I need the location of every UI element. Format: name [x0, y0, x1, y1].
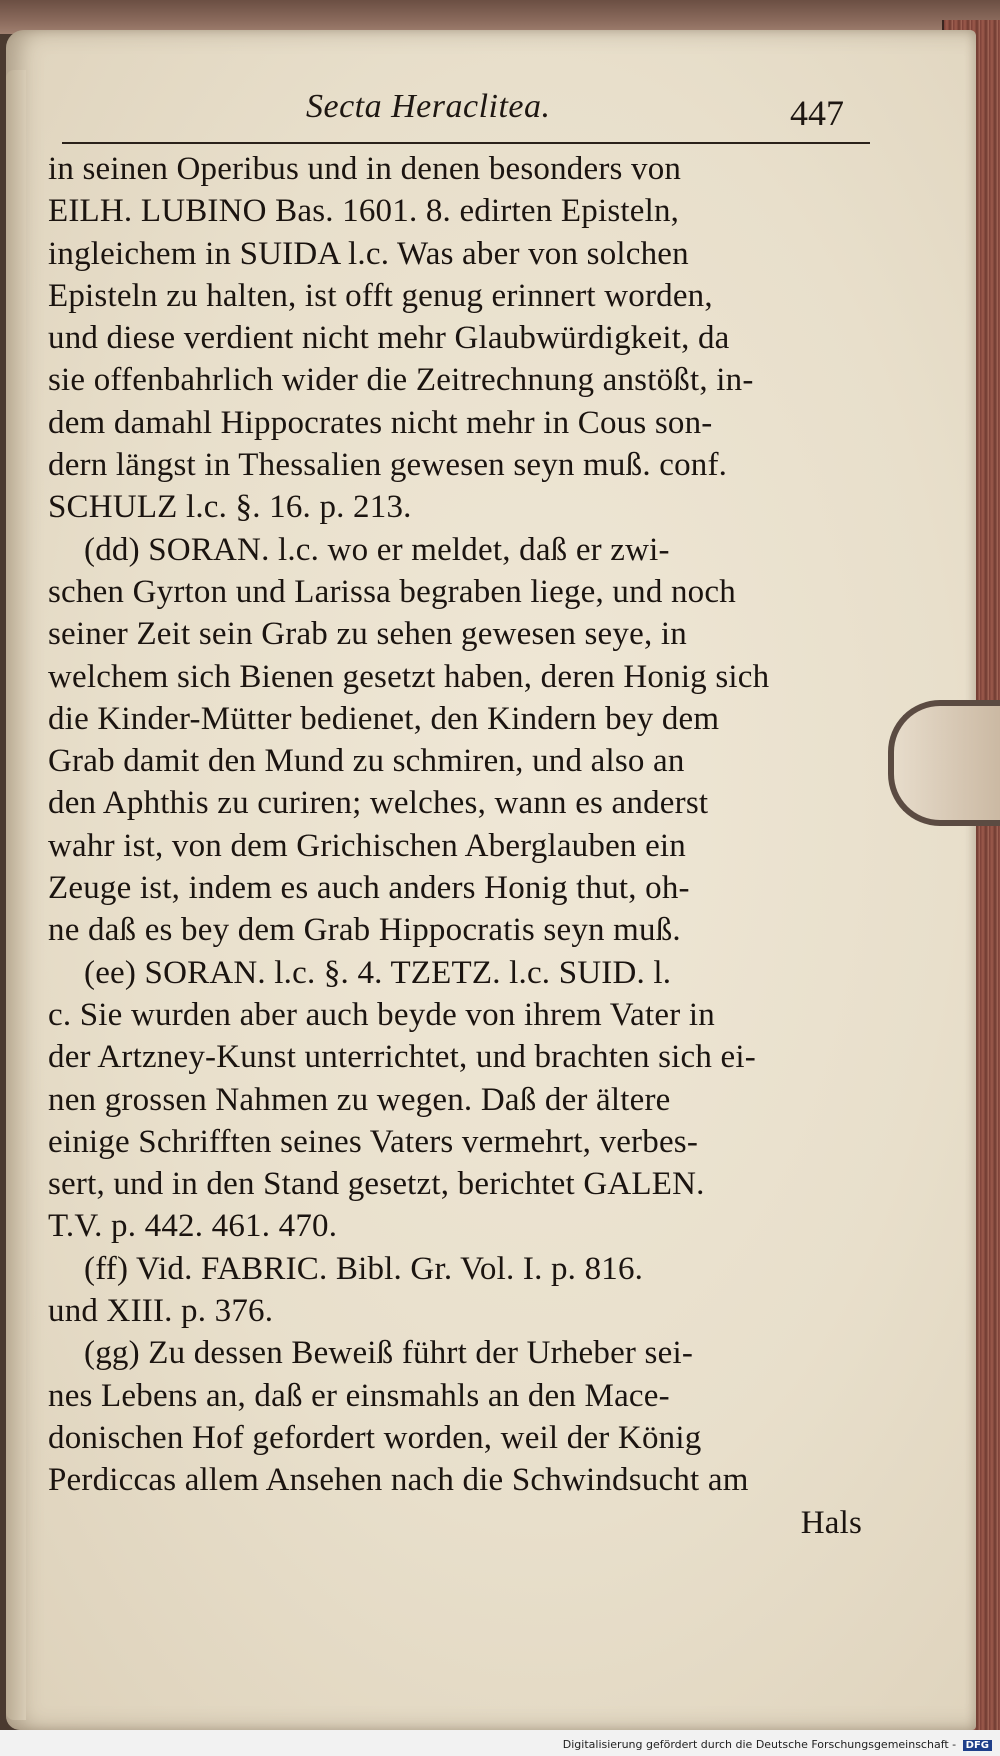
text-line: EILH. LUBINO Bas. 1601. 8. edirten Episteln, [48, 193, 680, 230]
footnote-text-block [48, 148, 868, 1544]
text-line: sert, und in den Stand gesetzt, berichtet GALEN. [48, 1166, 705, 1203]
text-line: T.V. p. 442. 461. 470. [48, 1208, 338, 1245]
text-line: schen Gyrton und Larissa begraben liege, und noch [48, 573, 736, 610]
text-line: Zeuge ist, indem es auch anders Honig thut, oh- [48, 870, 690, 907]
text-line: (gg) Zu dessen Beweiß führt der Urheber sei- [84, 1335, 694, 1372]
page-number: 447 [790, 93, 844, 133]
text-line: donischen Hof gefordert worden, weil der König [48, 1419, 702, 1456]
digitization-credit [563, 1738, 992, 1751]
text-line: nes Lebens an, daß er einsmahls an den Mace- [48, 1377, 670, 1414]
text-line: die Kinder-Mütter bedienet, den Kindern bey dem [48, 700, 720, 737]
catchword: Hals [800, 1504, 862, 1541]
page-header [60, 82, 860, 142]
text-line: wahr ist, von dem Grichischen Aberglauben ein [48, 827, 686, 864]
text-line: (ee) SORAN. l.c. §. 4. TZETZ. l.c. SUID. l. [84, 954, 672, 991]
text-line: SCHULZ l.c. §. 16. p. 213. [48, 489, 412, 526]
text-line: (ff) Vid. FABRIC. Bibl. Gr. Vol. I. p. 816. [84, 1250, 644, 1287]
text-line: seiner Zeit sein Grab zu sehen gewesen seye, in [48, 616, 687, 653]
text-line: und XIII. p. 376. [48, 1293, 274, 1330]
running-title: Secta Heraclitea. [306, 88, 551, 125]
text-line: ne daß es bey dem Grab Hippocratis seyn muß. [48, 912, 681, 949]
text-line: Episteln zu halten, ist offt genug erinnert worden, [48, 277, 713, 314]
text-line: und diese verdient nicht mehr Glaubwürdigkeit, da [48, 320, 730, 357]
page-gutter-curl [6, 70, 26, 1720]
scan-footer-bar [0, 1730, 1000, 1756]
book-top-edge [0, 0, 1000, 34]
header-rule [62, 142, 870, 144]
text-line: dem damahl Hippocrates nicht mehr in Cous son- [48, 404, 713, 441]
text-line: c. Sie wurden aber auch beyde von ihrem Vater in [48, 996, 715, 1033]
text-line: Grab damit den Mund zu schmiren, und also an [48, 743, 685, 780]
text-line: den Aphthis zu curiren; welches, wann es anderst [48, 785, 709, 822]
text-line: dern längst in Thessalien gewesen seyn muß. conf. [48, 447, 728, 484]
text-line: sie offenbahrlich wider die Zeitrechnung anstößt, in- [48, 362, 754, 399]
text-line: der Artzney-Kunst unterrichtet, und brachten sich ei- [48, 1039, 756, 1076]
page-tab-marker [888, 700, 1000, 826]
text-line: welchem sich Bienen gesetzt haben, deren Honig sich [48, 658, 770, 695]
text-line: ingleichem in SUIDA l.c. Was aber von solchen [48, 235, 689, 272]
text-line: einige Schrifften seines Vaters vermehrt, verbes- [48, 1123, 699, 1160]
text-line: in seinen Operibus und in denen besonders von [48, 151, 682, 187]
text-line: Perdiccas allem Ansehen nach die Schwindsucht am [48, 1462, 749, 1499]
dfg-logo: DFG [963, 1740, 992, 1751]
text-line: nen grossen Nahmen zu wegen. Daß der ältere [48, 1081, 671, 1118]
credit-text: Digitalisierung gefördert durch die Deutsche Forschungsgemeinschaft - [562, 1738, 957, 1751]
text-line: (dd) SORAN. l.c. wo er meldet, daß er zwi- [84, 531, 670, 568]
